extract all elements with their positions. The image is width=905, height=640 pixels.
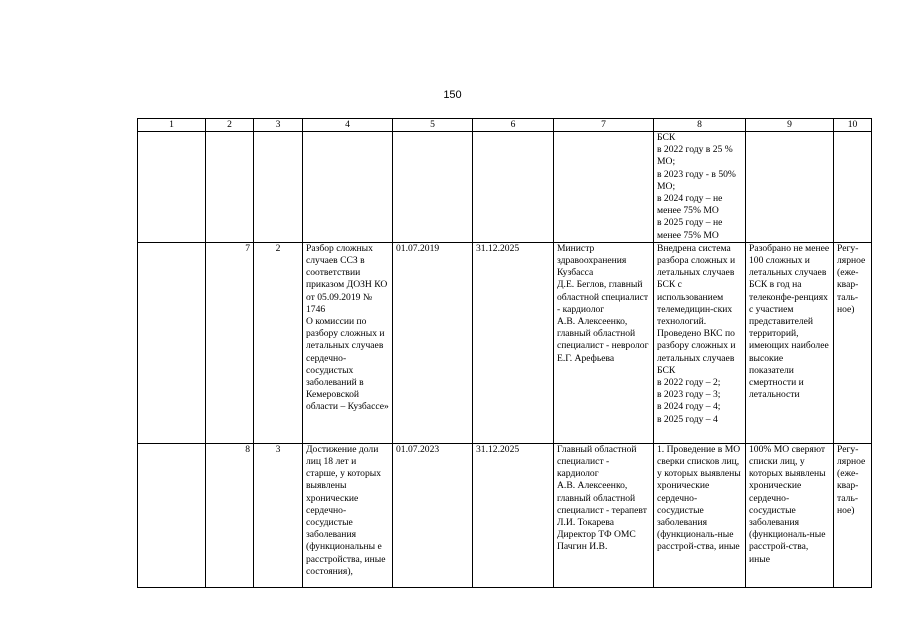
column-number: 1 bbox=[138, 119, 206, 132]
table-row bbox=[138, 242, 872, 443]
column-number: 6 bbox=[473, 119, 554, 132]
column-number: 8 bbox=[654, 119, 746, 132]
column-number-row bbox=[138, 119, 872, 132]
table-cell bbox=[254, 132, 303, 243]
plan-table bbox=[137, 118, 872, 588]
start-date-cell: 01.07.2023 bbox=[393, 443, 473, 587]
end-date-cell: 31.12.2025 bbox=[473, 242, 554, 443]
responsible-text: Главный областной специалист - кардиолог А.В. Алексеенко, главный областной специалист - терапевт Л.И. Токарева Директор ТФ ОМС Пачгин И.В. bbox=[557, 443, 647, 553]
indicator-cell: БСК в 2022 году в 25 % МО; в 2023 году - в 50% МО; в 2024 году – не менее 75% МО в 2025 году – не менее 75% МО bbox=[654, 132, 746, 243]
responsible-cell bbox=[554, 443, 654, 587]
column-number: 10 bbox=[834, 119, 872, 132]
table-cell bbox=[746, 132, 834, 243]
item-number-cell: 3 bbox=[254, 443, 303, 587]
column-number: 3 bbox=[254, 119, 303, 132]
table-cell bbox=[303, 132, 393, 243]
row-number-cell: 8 bbox=[206, 443, 254, 587]
page-number: 150 bbox=[443, 89, 462, 101]
activity-cell: Разбор сложных случаев ССЗ в соответствии приказом ДОЗН КО от 05.09.2019 № 1746 О комиссии по разбору сложных и летальных случаев сердечно-сосудистых заболеваний в Кемеровской области – Кузбассе» bbox=[303, 242, 393, 443]
table-cell bbox=[138, 132, 206, 243]
indicator-text: 100% МО сверяют списки лиц, у которых выявлены хронические сердечно-сосудистые заболевания (функциональ-ные расстрой-ства, иные bbox=[749, 443, 826, 565]
result-cell bbox=[654, 443, 746, 587]
activity-cell bbox=[303, 443, 393, 587]
result-cell: Внедрена система разбора сложных и летальных случаев БСК с использованием телемедицин-ских технологий. Проведено ВКС по разбору сложных и летальных случаев БСК в 2022 году – 2; в 2023 году – 3; в 2024 году – 4; в 2025 году – 4 bbox=[654, 242, 746, 443]
table-cell bbox=[138, 242, 206, 443]
start-date-cell: 01.07.2019 bbox=[393, 242, 473, 443]
column-number: 4 bbox=[303, 119, 393, 132]
end-date-cell: 31.12.2025 bbox=[473, 443, 554, 587]
table-cell bbox=[834, 132, 872, 243]
table-row bbox=[138, 132, 872, 243]
responsible-cell: Министр здравоохранения Кузбасса Д.Е. Беглов, главный областной специалист - кардиолог А.В. Алексеенко, главный областной специалист - невролог Е.Г. Арефьева bbox=[554, 242, 654, 443]
table-cell bbox=[393, 132, 473, 243]
table-cell bbox=[473, 132, 554, 243]
row-number-cell: 7 bbox=[206, 242, 254, 443]
table-row bbox=[138, 443, 872, 587]
indicator-cell: Разобрано не менее 100 сложных и летальных случаев БСК в год на телеконфе-ренциях с участием представителей территорий, имеющих наиболее высокие показатели смертности и летальности bbox=[746, 242, 834, 443]
frequency-cell: Регу-лярное (еже-квар-таль-ное) bbox=[834, 443, 872, 587]
column-number: 5 bbox=[393, 119, 473, 132]
column-number: 9 bbox=[746, 119, 834, 132]
table-cell bbox=[138, 443, 206, 587]
table-cell bbox=[554, 132, 654, 243]
activity-text: Достижение доли лиц 18 лет и старше, у которых выявлены хронические сердечно-сосудистые заболевания (функциональны е расстройства, иные состояния), bbox=[306, 443, 386, 577]
indicator-cell bbox=[746, 443, 834, 587]
column-number: 7 bbox=[554, 119, 654, 132]
item-number-cell: 2 bbox=[254, 242, 303, 443]
result-text: 1. Проведение в МО сверки списков лиц, у которых выявлены хронические сердечно-сосудистые заболевания (функциональ-ные расстрой-ства, иные bbox=[657, 443, 741, 553]
column-number: 2 bbox=[206, 119, 254, 132]
frequency-cell: Регу-лярное (еже-квар-таль-ное) bbox=[834, 242, 872, 443]
table-cell bbox=[206, 132, 254, 243]
